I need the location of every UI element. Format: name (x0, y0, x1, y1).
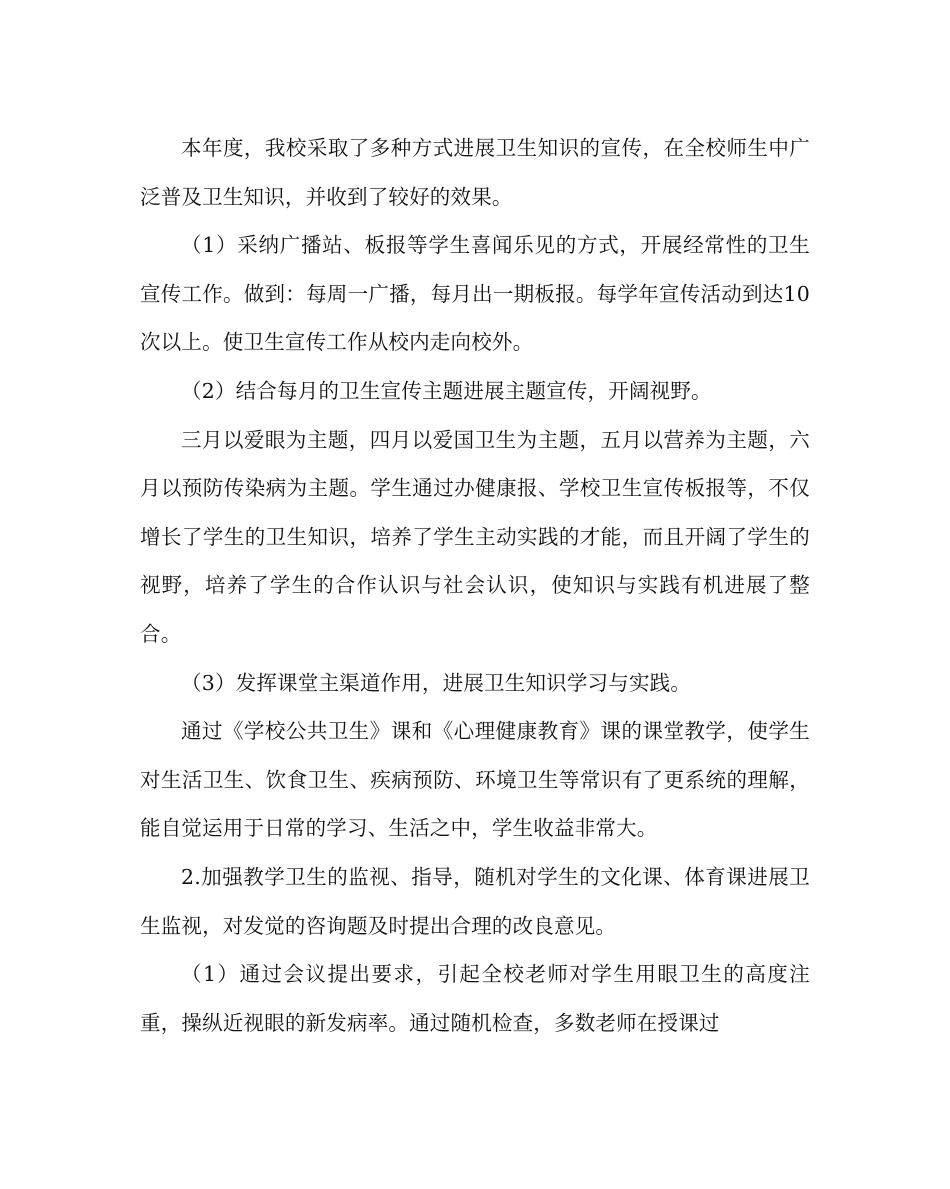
paragraph-classroom-teaching: 通过《学校公共卫生》课和《心理健康教育》课的课堂教学，使学生对生活卫生、饮食卫生、疾病预防、环境卫生等常识有了更系统的理解，能自觉运用于日常的学习、生活之中，学生收益非常大。 (140, 719, 810, 841)
paragraph-monthly-theme-heading: （2）结合每月的卫生宣传主题进展主题宣传，开阔视野。 (181, 378, 712, 403)
paragraph-eye-hygiene: （1）通过会议提出要求，引起全校老师对学生用眼卫生的高度注重，操纵近视眼的新发病率。通过随机检查，多数老师在授课过 (140, 962, 810, 1035)
paragraph-broadcast-and-blackboard: （1）采纳广播站、板报等学生喜闻乐见的方式，开展经常性的卫生宣传工作。做到：每周一广播，每月出一期板报。每学年宣传活动到达10次以上。使卫生宣传工作从校内走向校外。 (140, 233, 810, 355)
paragraph-teaching-hygiene-supervision: 2.加强教学卫生的监视、指导，随机对学生的文化课、体育课进展卫生监视，对发觉的咨询题及时提出合理的改良意见。 (140, 864, 810, 938)
paragraph-classroom-channel-heading: （3）发挥课堂主渠道作用，进展卫生知识学习与实践。 (181, 670, 692, 695)
document-body (140, 124, 810, 1047)
paragraph-health-publicity-intro: 本年度，我校采取了多种方式进展卫生知识的宣传，在全校师生中广泛普及卫生知识，并收到了较好的效果。 (140, 136, 810, 209)
paragraph-monthly-themes: 三月以爱眼为主题，四月以爱国卫生为主题，五月以营养为主题，六月以预防传染病为主题。学生通过办健康报、学校卫生宣传板报等，不仅增长了学生的卫生知识，培养了学生主动实践的才能，而且开阔了学生的视野，培养了学生的合作认识与社会认识，使知识与实践有机进展了整合。 (140, 427, 810, 646)
